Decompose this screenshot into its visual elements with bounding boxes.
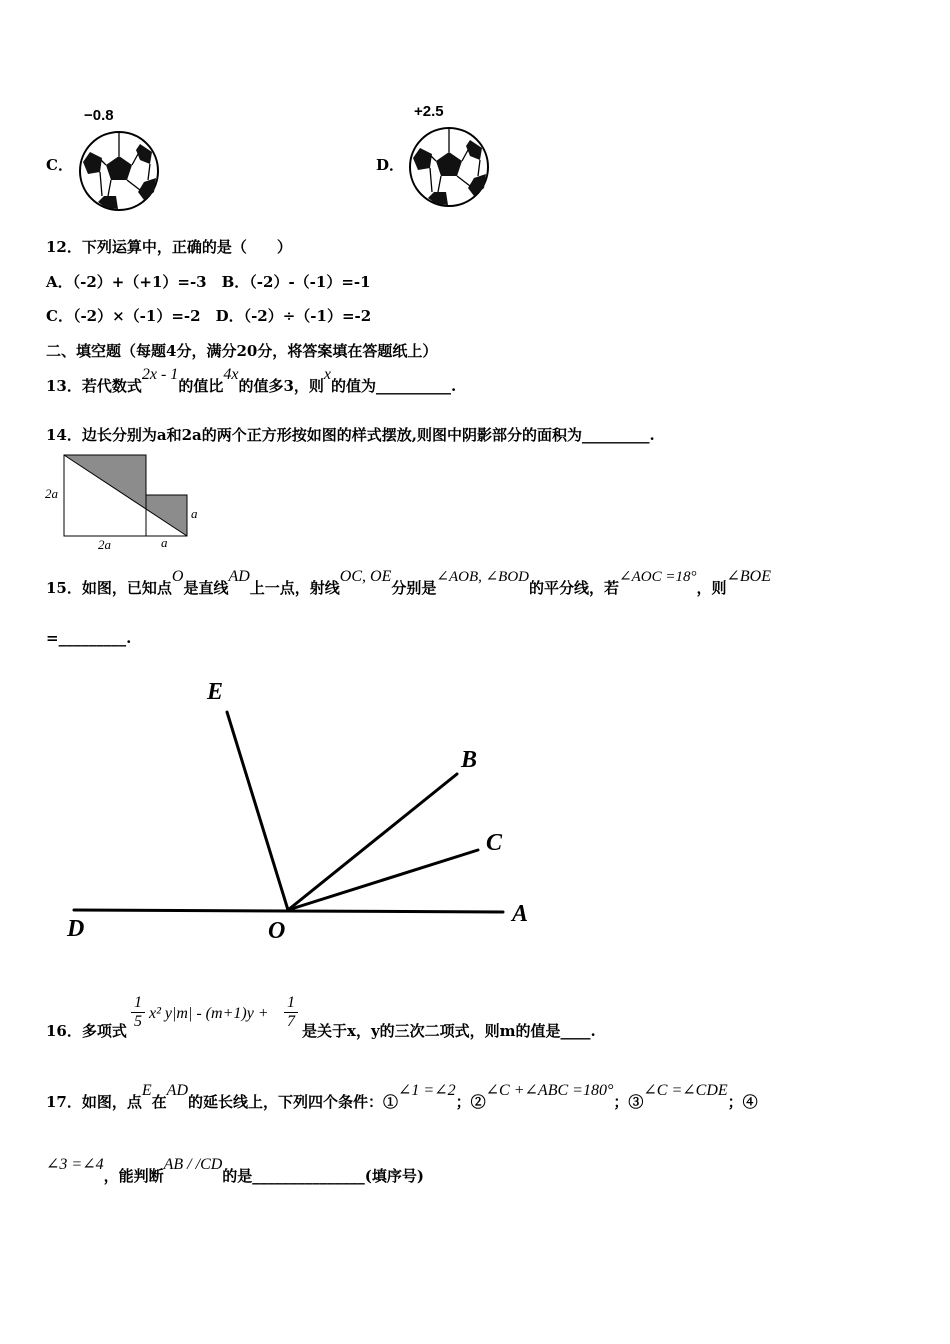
section-heading: 二、填空题（每题4分，满分20分，将答案填在答题纸上） (46, 342, 438, 360)
q16-frac2-den: 7 (284, 1012, 298, 1031)
q14-label-bottom-right: a (161, 535, 168, 550)
q14-label-left: 2a (45, 486, 58, 501)
q15 (46, 568, 771, 603)
q15-t2: 上一点，射线 (249, 579, 340, 597)
q13-t1: 的值比 (178, 377, 224, 395)
q17-c2: ∠C +∠ABC =180° (485, 1082, 614, 1099)
q17-line2 (46, 1156, 424, 1191)
q13-var: x (323, 366, 331, 383)
q15-given: ∠AOC =18° (619, 569, 697, 585)
q17-num: 17．如图，点 (46, 1093, 142, 1111)
q15-rays: OC, OE (339, 568, 392, 585)
q15-fig-O: O (268, 918, 286, 944)
q16-frac2 (284, 994, 298, 1031)
q17-concl: AB / /CD (163, 1156, 223, 1173)
q17-E: E (141, 1082, 152, 1099)
q15-t1: 是直线 (183, 579, 229, 597)
q15-answer: =_________. (46, 629, 132, 647)
q17-t7: 的是_______________(填序号) (222, 1167, 424, 1185)
q17-t4: ；③ (613, 1093, 644, 1111)
q15-t5: ，则 (696, 579, 727, 597)
q13-expr1: 2x - 1 (141, 366, 179, 383)
q16-frac1-num: 1 (134, 994, 142, 1011)
q17-line1 (46, 1082, 758, 1117)
q16-frac2-num: 1 (287, 994, 295, 1011)
q15-fig-A: A (512, 901, 529, 927)
q17-c3: ∠C =∠CDE (643, 1082, 728, 1099)
q17-t5: ；④ (727, 1093, 758, 1111)
q12-options-cd: C．（-2）×（-1）=-2 D．（-2）÷（-1）=-2 (46, 307, 372, 325)
q14-text: 14．边长分别为a和2a的两个正方形按如图的样式摆放,则图中阴影部分的面积为_________. (46, 426, 655, 444)
option-d-letter: D． (376, 156, 405, 174)
q17-t1: 在 (151, 1093, 167, 1111)
q13-expr2: 4x (223, 366, 239, 383)
q15-rays-figure (60, 670, 540, 950)
soccer-ball-c-icon (78, 130, 160, 212)
q15-t4: 的平分线，若 (529, 579, 620, 597)
q16-frac1-den: 5 (131, 1012, 145, 1031)
option-d-value: +2.5 (414, 103, 444, 120)
q15-num: 15．如图，已知点 (46, 579, 172, 597)
q14-squares-figure (40, 452, 210, 552)
q14-label-bottom-left: 2a (98, 537, 111, 552)
option-c-letter: C． (46, 156, 73, 174)
q17-c1: ∠1 =∠2 (398, 1082, 456, 1099)
q15-AD: AD (228, 568, 250, 585)
q15-angles: ∠AOB, ∠BOD (436, 569, 529, 585)
q17-t2: 的延长线上，下列四个条件：① (188, 1093, 399, 1111)
q14-label-right: a (191, 506, 198, 521)
q17-t3: ；② (455, 1093, 486, 1111)
q15-fig-D: D (67, 916, 85, 942)
q15-target: ∠BOE (726, 568, 771, 585)
q15-t3: 分别是 (391, 579, 437, 597)
q17-AD: AD (166, 1082, 188, 1099)
soccer-ball-d-icon (408, 126, 490, 208)
q16-frac1 (131, 994, 145, 1031)
q15-fig-C: C (486, 830, 503, 856)
q16-t1: 是关于x，y的三次二项式，则m的值是____. (302, 1022, 596, 1040)
q17-c4: ∠3 =∠4 (46, 1156, 104, 1173)
q16-mid: x² y|m| - (m+1)y + (149, 1005, 269, 1022)
q13-t3: 的值为__________. (331, 377, 457, 395)
q15-fig-B: B (461, 747, 478, 773)
q15-fig-E: E (207, 679, 224, 705)
q17-t6: ，能判断 (103, 1167, 164, 1185)
q13 (46, 366, 457, 401)
q15-O: O (171, 568, 184, 585)
q12-stem: 12．下列运算中，正确的是（ ） (46, 238, 292, 256)
q13-num: 13．若代数式 (46, 377, 142, 395)
q13-t2: 的值多3，则 (238, 377, 324, 395)
q16-num: 16．多项式 (46, 1022, 127, 1040)
option-c-value: −0.8 (84, 107, 114, 124)
q12-options-ab: A．（-2）+（+1）=-3 B．（-2）-（-1）=-1 (46, 273, 371, 291)
